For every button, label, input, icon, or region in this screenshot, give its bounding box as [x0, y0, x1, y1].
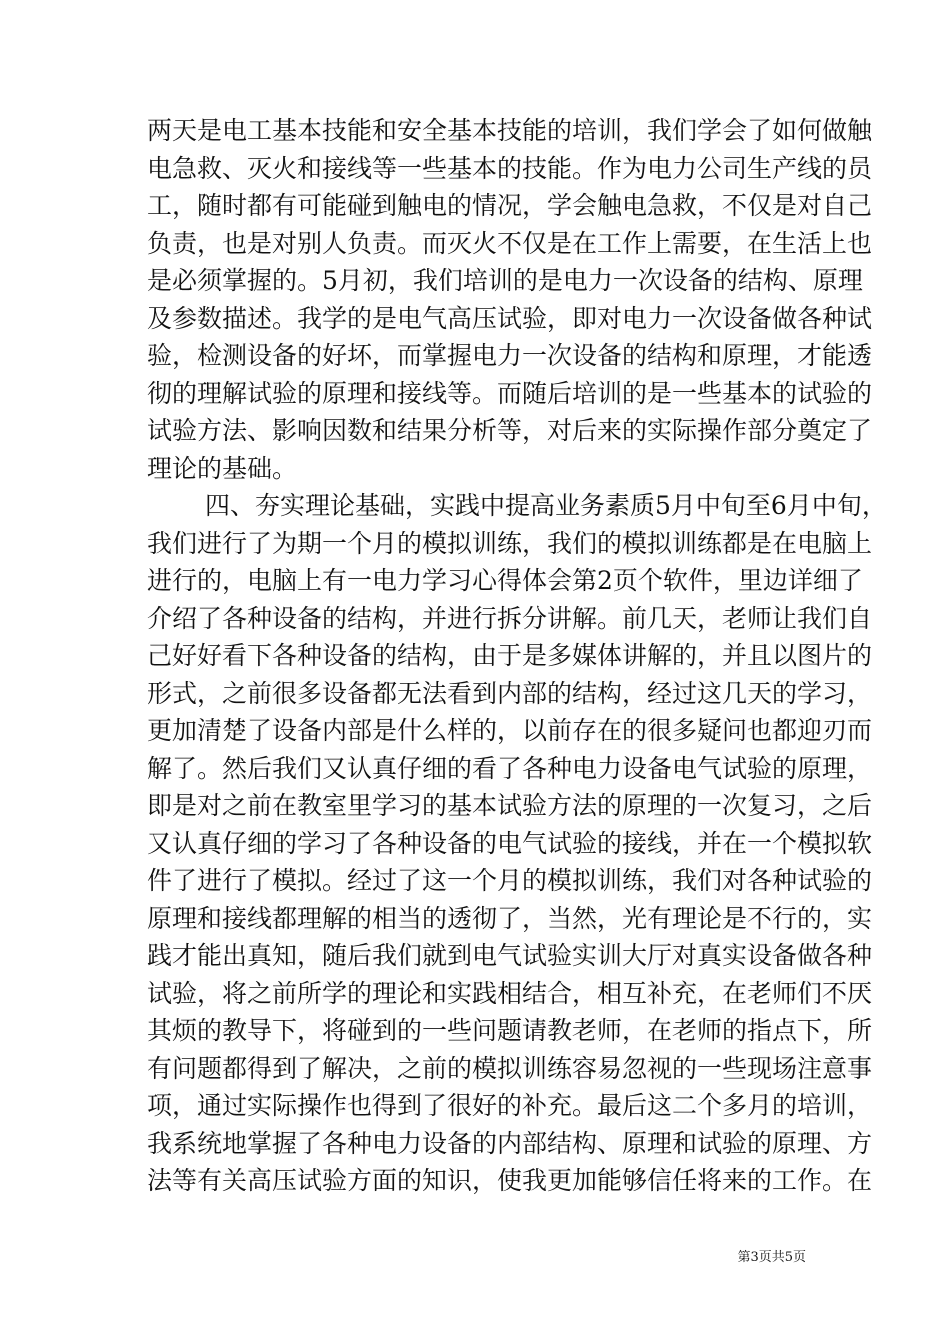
text-line: 即是对之前在教室里学习的基本试验方法的原理的一次复习，之后 [147, 791, 873, 820]
text-line: 项，通过实际操作也得到了很好的补充。最后这二个多月的培训， [147, 1091, 873, 1120]
text-line: 负责，也是对别人负责。而灭火不仅是在工作上需要，在生活上也 [147, 228, 873, 258]
text-line: 践才能出真知，随后我们就到电气试验实训大厅对真实设备做各种 [147, 941, 873, 970]
text-line: 介绍了各种设备的结构，并进行拆分讲解。前几天，老师让我们自 [147, 603, 873, 633]
page-number-footer: 第3页共5页 [737, 1250, 806, 1265]
text-line: 形式，之前很多设备都无法看到内部的结构，经过这几天的学习， [147, 678, 873, 708]
document-body [147, 112, 887, 1200]
text-line: 件了进行了模拟。经过了这一个月的模拟训练，我们对各种试验的 [147, 866, 873, 895]
text-line: 彻的理解试验的原理和接线等。而随后培训的是一些基本的试验的 [147, 378, 873, 408]
paragraph [147, 487, 887, 1200]
text-line: 解了。然后我们又认真仔细的看了各种电力设备电气试验的原理， [147, 753, 873, 783]
text-line: 有问题都得到了解决，之前的模拟训练容易忽视的一些现场注意事 [147, 1053, 873, 1083]
text-line: 电急救、灭火和接线等一些基本的技能。作为电力公司生产线的员 [147, 153, 873, 183]
text-line: 四、夯实理论基础，实践中提高业务素质5月中旬至6月中旬， [205, 491, 887, 520]
text-line: 试验方法、影响因数和结果分析等，对后来的实际操作部分奠定了 [147, 416, 873, 445]
text-line: 验，检测设备的好坏，而掌握电力一次设备的结构和原理，才能透 [147, 341, 873, 370]
text-line: 更加清楚了设备内部是什么样的，以前存在的很多疑问也都迎刃而 [147, 716, 873, 745]
text-line: 原理和接线都理解的相当的透彻了，当然，光有理论是不行的，实 [147, 903, 873, 933]
text-line: 两天是电工基本技能和安全基本技能的培训，我们学会了如何做触 [147, 116, 873, 145]
text-line: 试验，将之前所学的理论和实践相结合，相互补充，在老师们不厌 [147, 978, 873, 1008]
text-line: 是必须掌握的。5月初，我们培训的是电力一次设备的结构、原理 [147, 266, 863, 295]
text-line: 又认真仔细的学习了各种设备的电气试验的接线，并在一个模拟软 [147, 828, 873, 858]
text-line: 进行的，电脑上有一电力学习心得体会第2页个软件，里边详细了 [147, 566, 863, 595]
text-line: 我系统地掌握了各种电力设备的内部结构、原理和试验的原理、方 [147, 1128, 873, 1158]
text-line: 工，随时都有可能碰到触电的情况，学会触电急救，不仅是对自己 [147, 191, 873, 220]
text-line: 理论的基础。 [147, 453, 298, 483]
text-line: 及参数描述。我学的是电气高压试验，即对电力一次设备做各种试 [147, 303, 873, 333]
text-line: 其烦的教导下，将碰到的一些问题请教老师，在老师的指点下，所 [147, 1016, 873, 1045]
text-line: 法等有关高压试验方面的知识，使我更加能够信任将来的工作。在 [147, 1166, 873, 1195]
paragraph [147, 112, 873, 487]
text-line: 我们进行了为期一个月的模拟训练，我们的模拟训练都是在电脑上 [147, 528, 873, 558]
text-line: 己好好看下各种设备的结构，由于是多媒体讲解的，并且以图片的 [147, 641, 873, 670]
